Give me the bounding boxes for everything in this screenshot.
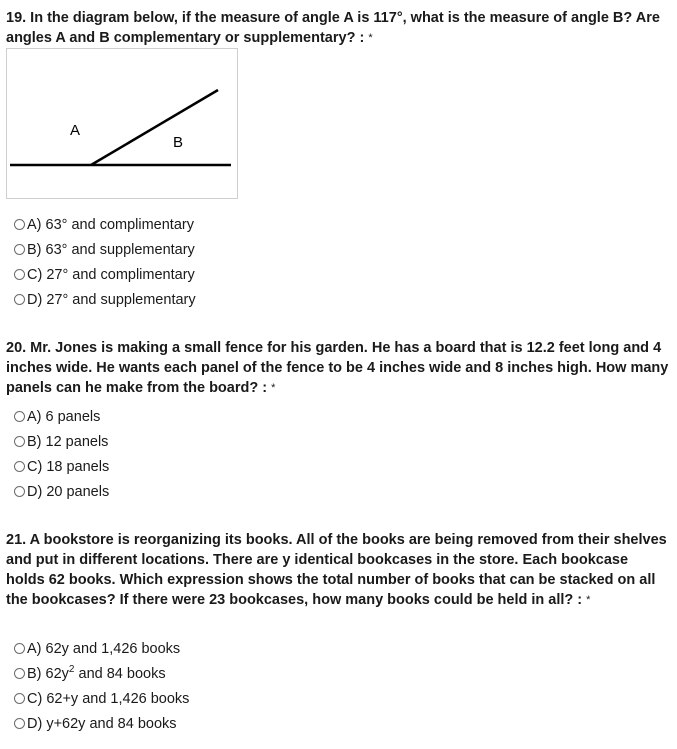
- required-mark: *: [271, 382, 276, 394]
- option-20-d[interactable]: D) 20 panels: [14, 479, 109, 504]
- angle-diagram: [6, 48, 238, 199]
- radio-button[interactable]: [14, 643, 25, 654]
- option-21-a[interactable]: A) 62y and 1,426 books: [14, 636, 189, 661]
- radio-button[interactable]: [14, 668, 25, 679]
- radio-button[interactable]: [14, 436, 25, 447]
- option-21-b[interactable]: [14, 661, 189, 686]
- option-19-b[interactable]: B) 63° and supplementary: [14, 237, 196, 262]
- option-20-b[interactable]: B) 12 panels: [14, 429, 109, 454]
- option-19-c[interactable]: C) 27° and complimentary: [14, 262, 196, 287]
- angle-diagram-svg: [7, 49, 237, 198]
- radio-button[interactable]: [14, 269, 25, 280]
- radio-button[interactable]: [14, 486, 25, 497]
- question-19-text: 19. In the diagram below, if the measure of angle A is 117°, what is the measure of angle B? Are angles A and B complementary or supplementary? : *: [6, 10, 660, 46]
- angle-b-label: B: [173, 134, 184, 151]
- radio-button[interactable]: [14, 411, 25, 422]
- question-20: [6, 338, 669, 398]
- option-21-d[interactable]: D) y+62y and 84 books: [14, 711, 189, 736]
- option-20-a[interactable]: A) 6 panels: [14, 404, 109, 429]
- option-21-c[interactable]: C) 62+y and 1,426 books: [14, 686, 189, 711]
- radio-button[interactable]: [14, 294, 25, 305]
- question-20-text: 20. Mr. Jones is making a small fence for his garden. He has a board that is 12.2 feet long and 4 inches wide. He wants each panel of the fence to be 4 inches wide and 8 inches high. How many panels can he make from the board? : *: [6, 340, 669, 396]
- radio-button[interactable]: [14, 461, 25, 472]
- angled-ray: [91, 90, 218, 165]
- angle-a-label: A: [70, 122, 81, 139]
- question-21: [6, 530, 669, 610]
- question-21-text: 21. A bookstore is reorganizing its books. All of the books are being removed from their shelves and put in different locations. There are y identical bookcases in the store. Each bookcase holds 62 books. Which expression shows the total number of books that can be stacked on all the bookcases? If there were 23 bookcases, how many books could be held in all? : *: [6, 532, 667, 608]
- question-21-options: [14, 636, 189, 736]
- question-20-options: [14, 404, 109, 504]
- radio-button[interactable]: [14, 219, 25, 230]
- required-mark: *: [586, 594, 591, 606]
- option-19-d[interactable]: D) 27° and supplementary: [14, 287, 196, 312]
- radio-button[interactable]: [14, 693, 25, 704]
- question-19-options: [14, 212, 196, 312]
- radio-button[interactable]: [14, 718, 25, 729]
- option-19-a[interactable]: A) 63° and complimentary: [14, 212, 196, 237]
- option-21-b-label: B) $62y^2$ and 84 books: [27, 663, 166, 682]
- required-mark: *: [368, 32, 373, 44]
- question-19: [6, 8, 669, 48]
- radio-button[interactable]: [14, 244, 25, 255]
- option-20-c[interactable]: C) 18 panels: [14, 454, 109, 479]
